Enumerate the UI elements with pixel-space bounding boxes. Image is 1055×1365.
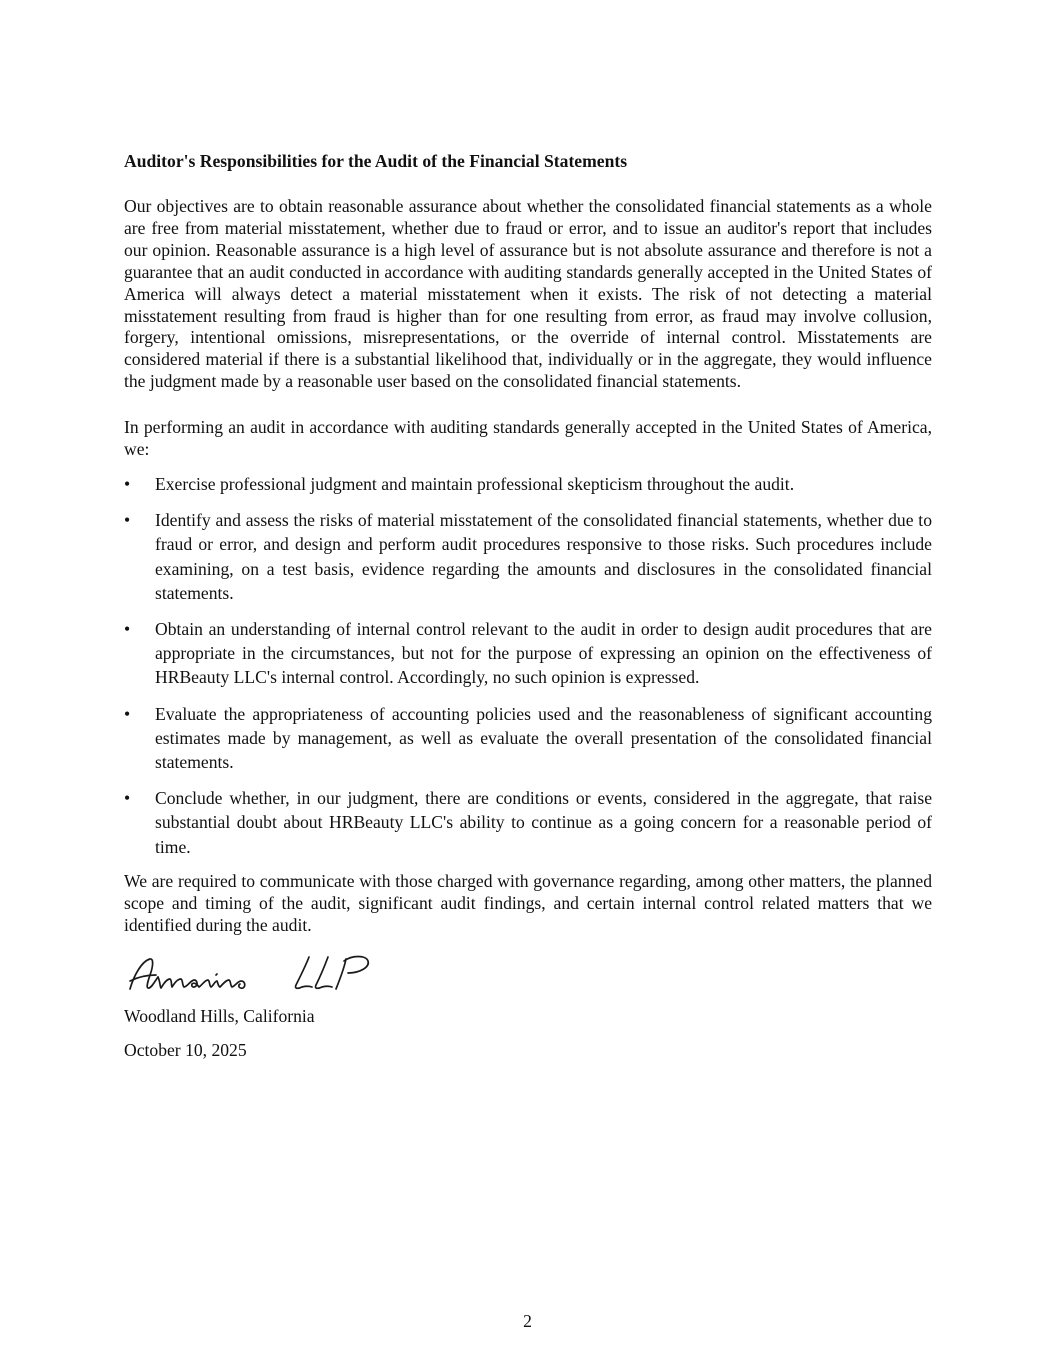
list-item	[124, 472, 932, 496]
performing-audit-paragraph: In performing an audit in accordance with auditing standards generally accepted in the United States of America, we:	[124, 417, 932, 460]
bullet-icon: •	[124, 703, 131, 724]
governance-paragraph: We are required to communicate with those charged with governance regarding, among other matters, the planned scope and timing of the audit, significant audit findings, and certain internal control related matters that we identified during the audit.	[124, 870, 932, 935]
section-heading: Auditor's Responsibilities for the Audit of the Financial Statements	[124, 151, 628, 171]
list-item-text: Obtain an understanding of internal control relevant to the audit in order to design audit procedures that are appropriate in the circumstances, but not for the purpose of expressing an opinion on the effectiveness of HRBeauty LLC's internal control. Accordingly, no such opinion is expressed.	[155, 618, 932, 688]
bullet-icon: •	[124, 473, 131, 494]
list-item-text: Evaluate the appropriateness of accounting policies used and the reasonableness of significant accounting estimates made by management, as well as evaluate the overall presentation of the consolidated financial statements.	[155, 703, 932, 772]
report-page	[124, 150, 932, 1061]
list-item-text: Exercise professional judgment and maintain professional skepticism throughout the audit.	[155, 473, 795, 494]
list-item	[124, 702, 932, 775]
list-item	[124, 617, 932, 690]
firm-signature	[124, 951, 374, 999]
bullet-icon: •	[124, 788, 131, 809]
page-number: 2	[523, 1311, 532, 1331]
objectives-paragraph: Our objectives are to obtain reasonable assurance about whether the consolidated financial statements as a whole are free from material misstatement, whether due to fraud or error, and to issue an auditor's report that includes our opinion. Reasonable assurance is a high level of assurance but is not absolute assurance and therefore is not a guarantee that an audit conducted in accordance with auditing standards generally accepted in the United States of America will always detect a material misstatement when it exists. The risk of not detecting a material misstatement resulting from fraud is higher than for one resulting from error, as fraud may involve collusion, forgery, intentional omissions, misrepresentations, or the override of internal control. Misstatements are considered material if there is a substantial likelihood that, individually or in the aggregate, they would influence the judgment made by a reasonable user based on the consolidated financial statements.	[124, 196, 932, 392]
bullet-icon: •	[124, 618, 131, 639]
list-item	[124, 786, 932, 859]
report-date: October 10, 2025	[124, 1039, 247, 1060]
audit-procedures-list	[124, 472, 932, 859]
list-item	[124, 508, 932, 605]
bullet-icon: •	[124, 510, 131, 531]
list-item-text: Identify and assess the risks of material misstatement of the consolidated financial statements, whether due to fraud or error, and design and perform audit procedures responsive to those risks. Such procedures include examining, on a test basis, evidence regarding the amounts and disclosures in the consolidated financial statements.	[155, 510, 932, 603]
list-item-text: Conclude whether, in our judgment, there are conditions or events, considered in the aggregate, that raise substantial doubt about HRBeauty LLC's ability to continue as a going concern for a reasonable period of time.	[155, 788, 932, 857]
signing-location: Woodland Hills, California	[124, 1005, 315, 1026]
